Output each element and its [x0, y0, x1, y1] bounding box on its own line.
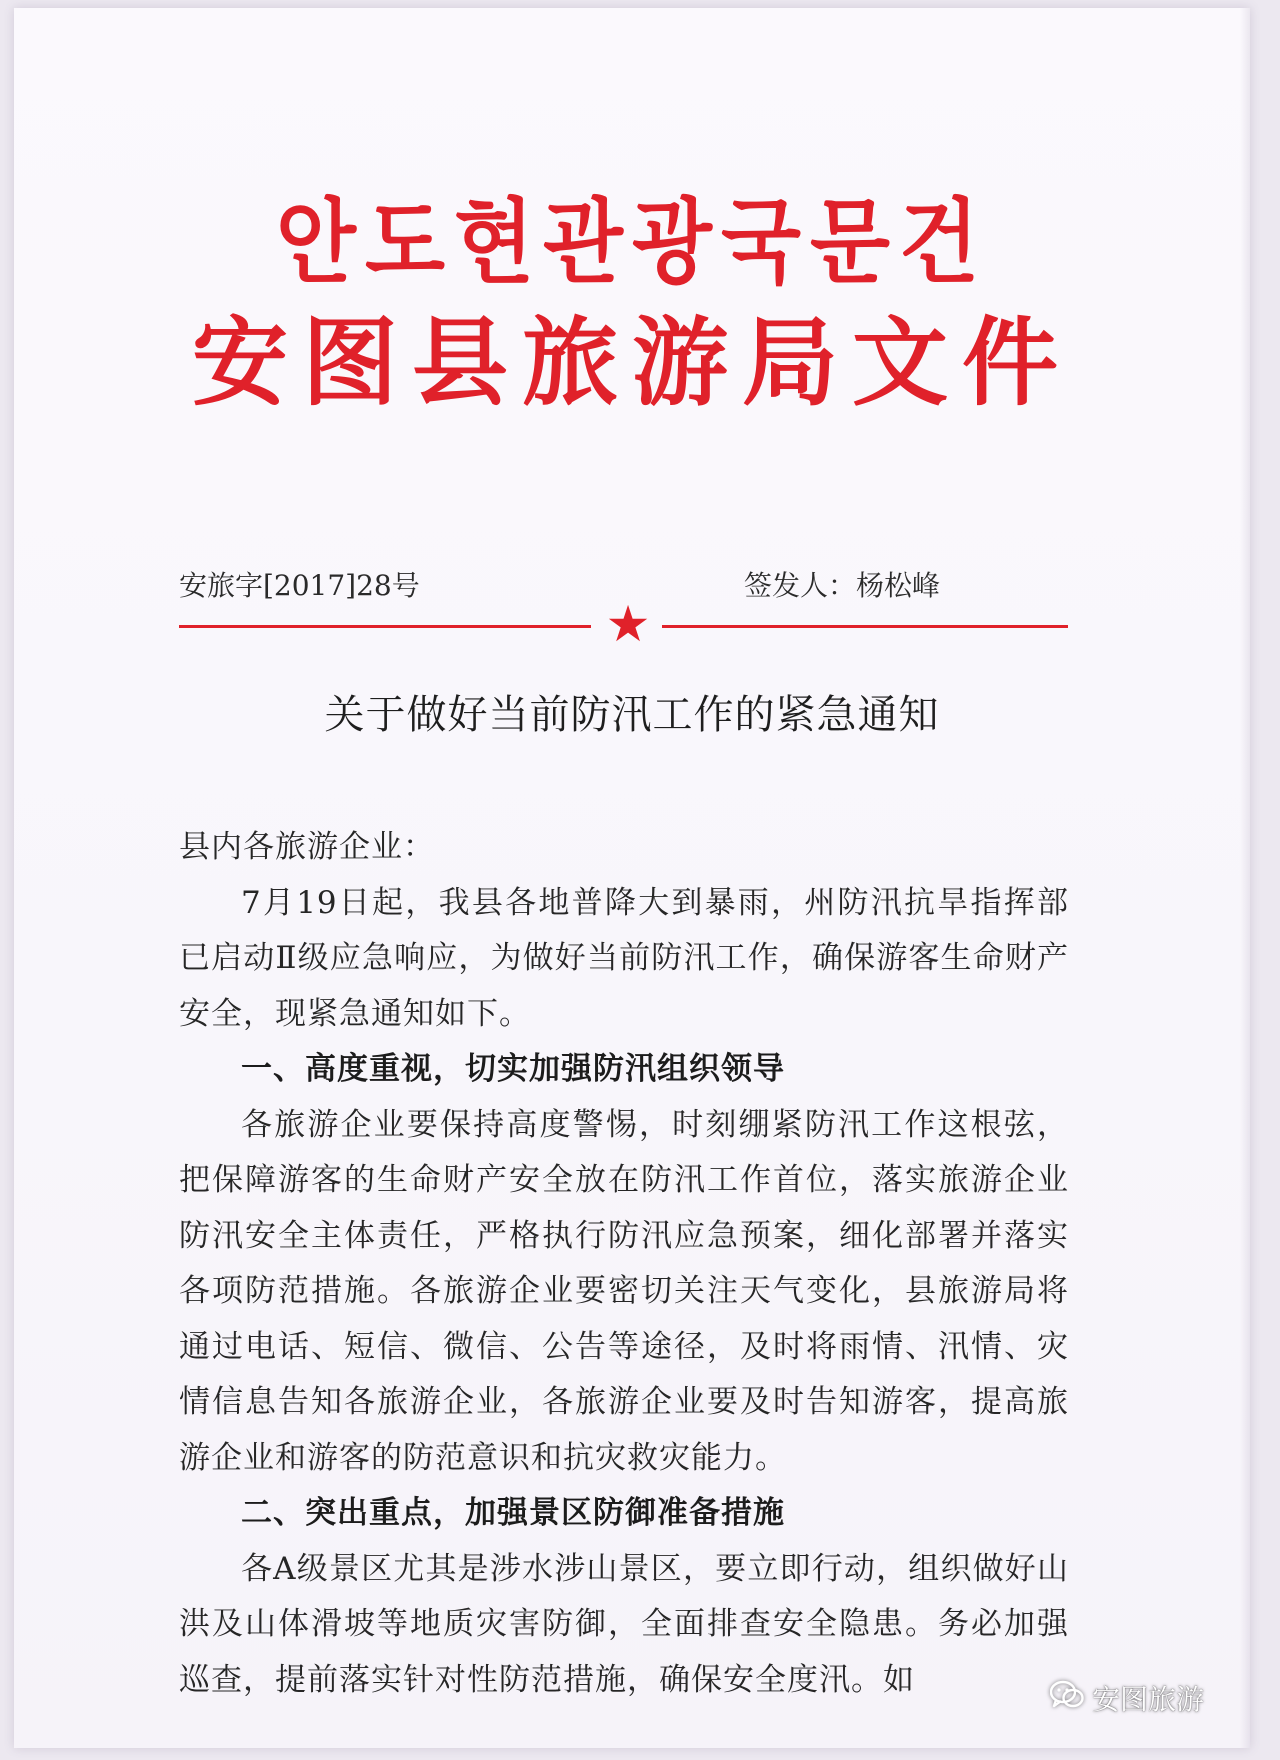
section-2-heading: 二、突出重点，加强景区防御准备措施: [241, 1495, 785, 1531]
watermark-text: 安图旅游: [1091, 1683, 1204, 1716]
salutation: 县内各旅游企业：: [179, 829, 435, 865]
header-chinese-title: 安图县旅游局文件: [192, 307, 1072, 419]
document-number: 安旅字[2017]28号: [179, 569, 420, 602]
issuer-signature: 签发人：杨松峰: [743, 569, 940, 602]
notice-body: [179, 820, 1069, 1708]
intro-paragraph: 7月19日起，我县各地普降大到暴雨，州防汛抗旱指挥部已启动Ⅱ级应急响应，为做好当前防汛工作，确保游客生命财产安全，现紧急通知如下。: [179, 884, 1069, 1032]
notice-title: 关于做好当前防汛工作的紧急通知: [324, 692, 940, 738]
section-2-paragraph: 各A级景区尤其是涉水涉山景区，要立即行动，组织做好山洪及山体滑坡等地质灾害防御，全面排查安全隐患。务必加强巡查，提前落实针对性防范措施，确保安全度汛。如: [179, 1550, 1069, 1698]
page-edge-shadow: [1240, 8, 1250, 1748]
document-page: [14, 8, 1250, 1748]
wechat-icon: [1050, 1680, 1084, 1717]
section-1-heading: 一、高度重视，切实加强防汛组织领导: [241, 1051, 785, 1087]
star-icon: ★: [605, 595, 651, 653]
wechat-watermark: [1050, 1678, 1204, 1718]
section-1-paragraph: 各旅游企业要保持高度警惕，时刻绷紧防汛工作这根弦，把保障游客的生命财产安全放在防汛工作首位，落实旅游企业防汛安全主体责任，严格执行防汛应急预案，细化部署并落实各项防范措施。各旅游企业要密切关注天气变化，县旅游局将通过电话、短信、微信、公告等途径，及时将雨情、汛情、灾情信息告知各旅游企业，各旅游企业要及时告知游客，提高旅游企业和游客的防范意识和抗灾救灾能力。: [179, 1106, 1069, 1476]
red-divider-left: [179, 625, 591, 628]
header-korean-title: 안도현관광국문건: [276, 189, 988, 296]
red-divider-right: [662, 625, 1068, 628]
